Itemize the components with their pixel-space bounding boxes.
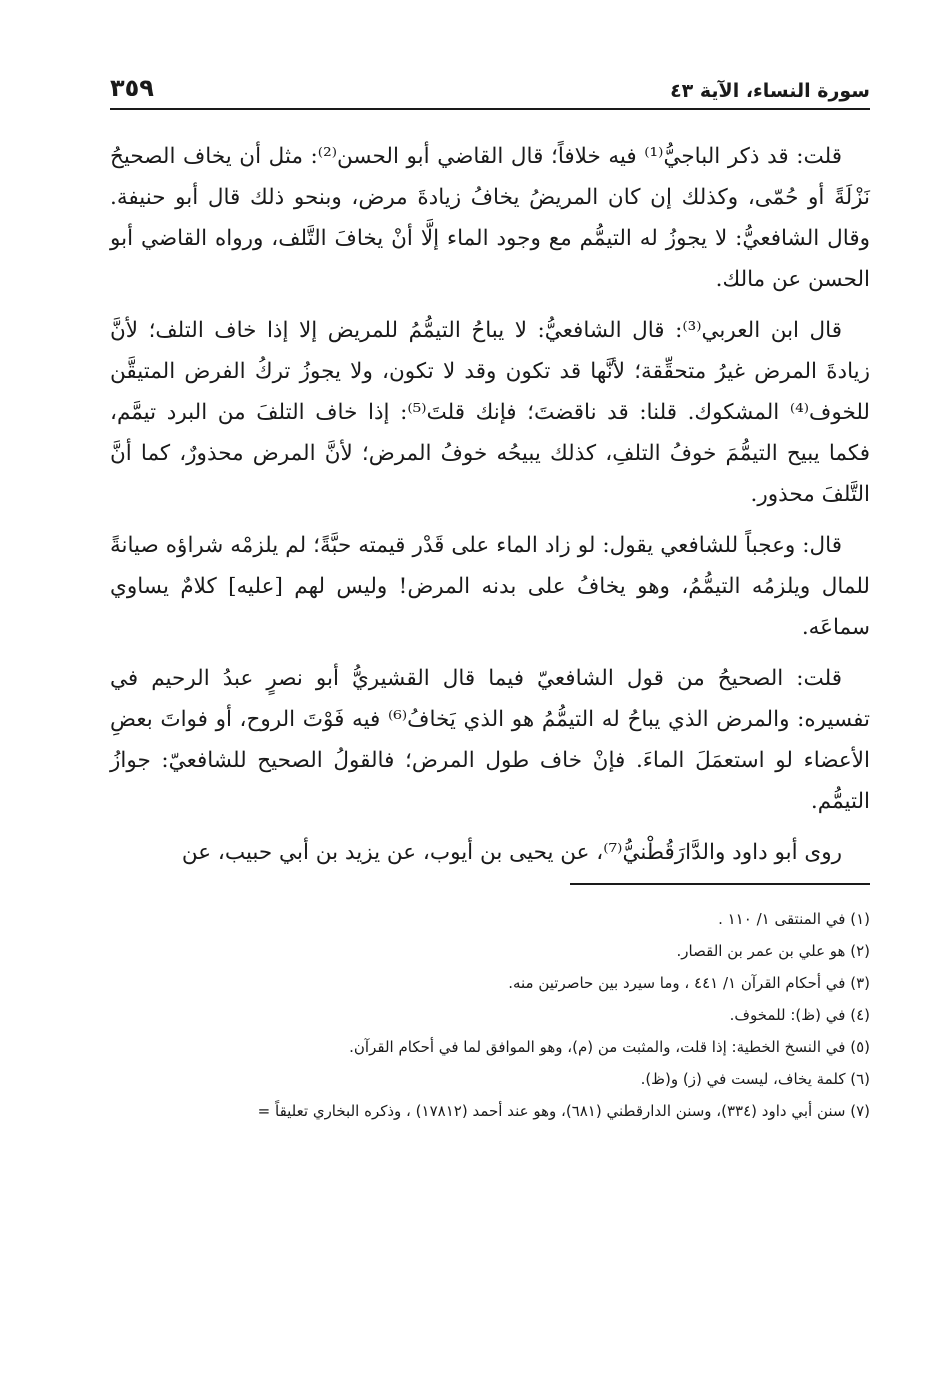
- header-rule: [110, 108, 870, 110]
- footnote: (٧) سنن أبي داود (٣٣٤)، وسنن الدارقطني (٦٨١)، وهو عند أحمد (١٧٨١٢) ، وذكره البخاري تعليقاً =: [257, 1102, 870, 1120]
- book-page: [110, 66, 870, 1127]
- footnote: (١) في المنتقى ١/ ١١٠ .: [718, 910, 870, 928]
- footnote: (٤) في (ظ): للمخوف.: [729, 1006, 870, 1024]
- paragraph: روى أبو داود والدَّارَقُطْنيُّ⁽⁷⁾، عن يحيى بن أيوب، عن يزيد بن أبي حبيب، عن: [181, 840, 842, 865]
- footnote: (٢) هو علي بن عمر بن القصار.: [676, 942, 870, 960]
- page-header: [110, 66, 870, 102]
- paragraph: قال ابن العربي⁽³⁾: قال الشافعيُّ: لا يباحُ التيمُّمُ للمريض إلا إذا خاف التلف؛ لأنَّ زيادةَ المرض غيرُ متحقِّقة؛ لأنَّها قد تكون وقد لا تكون، ولا يجوزُ تركُ الفرض المتيقَّن للخوف⁽⁴⁾ المشكوك. قلنا: قد ناقضتَ؛ فإنك قلتَ⁽⁵⁾: إذا خاف التلفَ من البرد تيمَّم، فكما يبيح التيمُّمَ خوفُ التلفِ، كذلك يبيحُه خوفُ المرض؛ لأنَّ المرض محذورٌ، كما أنَّ التَّلفَ محذور.: [110, 318, 870, 507]
- page-number: ٣٥٩: [110, 74, 154, 102]
- body-text: [110, 136, 870, 873]
- paragraph: قلت: قد ذكر الباجيُّ⁽¹⁾ فيه خلافاً؛ قال القاضي أبو الحسن⁽²⁾: مثل أن يخاف الصحيحُ نَزْلَةً أو حُمّى، وكذلك إن كان المريضُ يخافُ زيادةَ مرض، وبنحو ذلك قال أبو حنيفة. وقال الشافعيُّ: لا يجوزُ له التيمُّم مع وجود الماء إلَّا أنْ يخافَ التَّلف، ورواه القاضي أبو الحسن عن مالك.: [110, 144, 870, 292]
- paragraph: قال: وعجباً للشافعي يقول: لو زاد الماء على قَدْر قيمته حبَّةً؛ لم يلزمْه شراؤه صيانةً للمال ويلزمُه التيمُّمُ، وهو يخافُ على بدنه المرض! وليس لهم [عليه] كلامٌ يساوي سماعَه.: [110, 533, 870, 640]
- footnote: (٣) في أحكام القرآن ١/ ٤٤١ ، وما سيرد بين حاصرتين منه.: [508, 974, 870, 992]
- footnote-rule: [570, 883, 870, 885]
- footnote: (٥) في النسخ الخطية: إذا قلت، والمثبت من (م)، وهو الموافق لما في أحكام القرآن.: [349, 1038, 870, 1056]
- paragraph: قلت: الصحيحُ من قول الشافعيّ فيما قال القشيريُّ أبو نصرٍ عبدُ الرحيم في تفسيره: والمرض الذي يباحُ له التيمُّمُ هو الذي يَخافُ⁽⁶⁾ فيه فَوْتَ الروح، أو فواتَ بعضِ الأعضاء لو استعمَلَ الماءَ. فإنْ خاف طول المرض؛ فالقولُ الصحيح للشافعيّ: جوازُ التيمُّم.: [110, 666, 870, 814]
- running-title: سورة النساء، الآية ٤٣: [670, 80, 870, 102]
- footnote: (٦) كلمة يخاف، ليست في (ز) و(ظ).: [640, 1070, 870, 1088]
- footnotes: [110, 903, 870, 1127]
